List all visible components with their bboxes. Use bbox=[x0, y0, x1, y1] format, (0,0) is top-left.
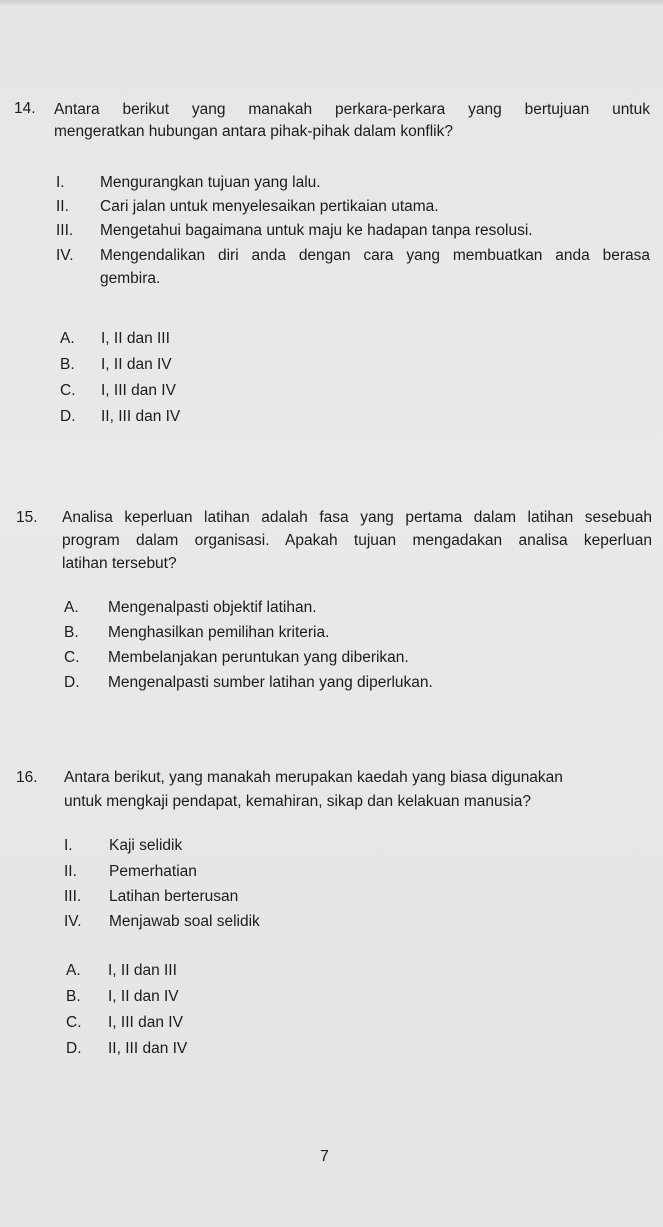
option-text: Mengenalpasti sumber latihan yang diperlukan. bbox=[108, 674, 433, 691]
option-mark: D. bbox=[66, 1040, 82, 1057]
option-text: II, III dan IV bbox=[101, 408, 181, 425]
statement-item bbox=[64, 835, 464, 857]
option-text: I, II dan III bbox=[108, 962, 177, 979]
option-mark: B. bbox=[66, 988, 81, 1005]
statement-item bbox=[64, 861, 464, 883]
answer-option-b[interactable] bbox=[60, 354, 360, 376]
option-mark: D. bbox=[60, 408, 76, 425]
option-mark: A. bbox=[66, 962, 81, 979]
statement-item bbox=[56, 172, 646, 194]
statement-text: Mengurangkan tujuan yang lalu. bbox=[100, 174, 321, 191]
statement-mark: II. bbox=[64, 863, 77, 880]
statement-text: Mengendalikan diri anda dengan cara yang membuatkan anda berasa bbox=[100, 247, 650, 264]
option-mark: A. bbox=[60, 330, 75, 347]
statement-item bbox=[56, 245, 652, 291]
option-text: II, III dan IV bbox=[108, 1040, 188, 1057]
statement-mark: I. bbox=[56, 174, 65, 191]
page-top-edge bbox=[0, 0, 663, 6]
statement-mark: IV. bbox=[56, 247, 74, 264]
option-text: I, III dan IV bbox=[108, 1014, 183, 1031]
answer-option-a[interactable] bbox=[64, 597, 624, 619]
question-number: 15. bbox=[16, 509, 38, 526]
statement-mark: I. bbox=[64, 837, 73, 854]
option-text: Membelanjakan peruntukan yang diberikan. bbox=[108, 649, 409, 666]
answer-option-a[interactable] bbox=[66, 960, 366, 982]
question-text-line: untuk mengkaji pendapat, kemahiran, sikap dan kelakuan manusia? bbox=[64, 793, 532, 810]
option-mark: B. bbox=[64, 624, 79, 641]
question-number: 16. bbox=[16, 769, 38, 786]
statement-text: Menjawab soal selidik bbox=[109, 913, 260, 930]
question-text-line: latihan tersebut? bbox=[62, 555, 177, 572]
statement-mark: IV. bbox=[64, 913, 82, 930]
answer-option-b[interactable] bbox=[64, 622, 624, 644]
statement-item bbox=[56, 196, 646, 218]
option-mark: C. bbox=[60, 382, 76, 399]
page-number: 7 bbox=[320, 1148, 329, 1165]
statement-text: Pemerhatian bbox=[109, 863, 197, 880]
statement-text: Kaji selidik bbox=[109, 837, 183, 854]
option-mark: A. bbox=[64, 599, 79, 616]
option-text: Menghasilkan pemilihan kriteria. bbox=[108, 624, 330, 641]
answer-option-c[interactable] bbox=[66, 1012, 366, 1034]
option-text: I, II dan III bbox=[101, 330, 170, 347]
option-text: Mengenalpasti objektif latihan. bbox=[108, 599, 317, 616]
question-text-line: Antara berikut yang manakah perkara-perkara yang bertujuan untuk bbox=[54, 101, 650, 118]
option-mark: B. bbox=[60, 356, 75, 373]
answer-option-c[interactable] bbox=[60, 380, 360, 402]
option-mark: C. bbox=[66, 1014, 82, 1031]
answer-option-d[interactable] bbox=[64, 672, 624, 694]
question-text-line: program dalam organisasi. Apakah tujuan mengadakan analisa keperluan bbox=[62, 532, 652, 549]
statement-text: Cari jalan untuk menyelesaikan pertikaian utama. bbox=[100, 198, 439, 215]
option-mark: C. bbox=[64, 649, 80, 666]
statement-item bbox=[56, 220, 646, 242]
question-text-line: Analisa keperluan latihan adalah fasa yang pertama dalam latihan sesebuah bbox=[62, 509, 652, 526]
question-text-line: mengeratkan hubungan antara pihak-pihak dalam konflik? bbox=[54, 123, 453, 140]
option-mark: D. bbox=[64, 674, 80, 691]
statement-text: Latihan berterusan bbox=[109, 888, 239, 905]
option-text: I, II dan IV bbox=[101, 356, 172, 373]
statement-item bbox=[64, 886, 464, 908]
option-text: I, II dan IV bbox=[108, 988, 179, 1005]
statement-mark: II. bbox=[56, 198, 69, 215]
statement-item bbox=[64, 911, 464, 933]
answer-option-c[interactable] bbox=[64, 647, 624, 669]
option-text: I, III dan IV bbox=[101, 382, 176, 399]
statement-text-continued: gembira. bbox=[100, 270, 161, 287]
statement-text: Mengetahui bagaimana untuk maju ke hadapan tanpa resolusi. bbox=[100, 222, 533, 239]
answer-option-d[interactable] bbox=[60, 406, 360, 428]
answer-option-d[interactable] bbox=[66, 1038, 366, 1060]
answer-option-b[interactable] bbox=[66, 986, 366, 1008]
question-number: 14. bbox=[14, 100, 36, 117]
question-text-line: Antara berikut, yang manakah merupakan kaedah yang biasa digunakan bbox=[64, 769, 563, 786]
statement-mark: III. bbox=[64, 888, 82, 905]
statement-mark: III. bbox=[56, 222, 74, 239]
answer-option-a[interactable] bbox=[60, 328, 360, 350]
